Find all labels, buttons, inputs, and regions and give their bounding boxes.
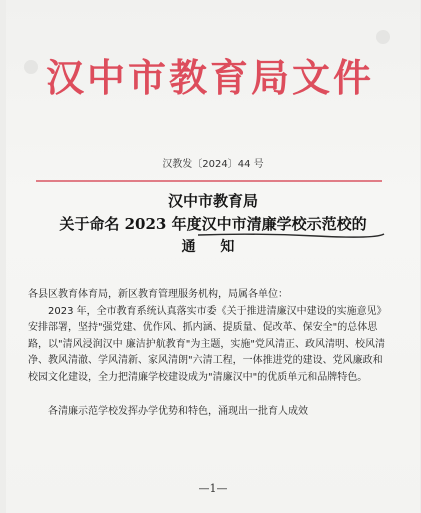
document-page [6,0,420,513]
title-line-3: 通 知 [181,239,245,255]
binding-hole-mark [24,60,38,74]
title-line-1: 汉中市教育局 [167,192,258,210]
masthead-title: 汉中市教育局文件 [46,55,375,100]
body-paragraph-1: 2023 年，全市教育系统认真落实市委《关于推进清廉汉中建设的实施意见》安排部署，坚持"强党建、优作风、抓内涵、提质量、促改革、保安全"的总体思路，以"清风浸润汉中 廉洁护航教育"为主题，实施"党风清正、政风清明、校风清净、教风清澈、学风清新、家风清朗"六清工程，一体推进党的建设、党风廉政和校园文化建设，全力把清廉学校建设成为"清廉汉中"的优质单元和品牌特色。 [28,305,387,383]
binding-hole-mark [376,30,390,44]
title-line-2: 关于命名 2023 年度汉中市清廉学校示范校的 [59,215,367,233]
document-number: 汉教发〔2024〕44 号 [162,159,264,170]
document-body [28,287,388,421]
salutation: 各县区教育体育局，新区教育管理服务机构，局属各单位： [28,289,288,300]
red-divider-line [36,180,382,182]
body-paragraph-2: 各清廉示范学校发挥办学优势和特色，涌现出一批育人成效 [48,406,308,417]
page-number: —1— [198,482,228,495]
